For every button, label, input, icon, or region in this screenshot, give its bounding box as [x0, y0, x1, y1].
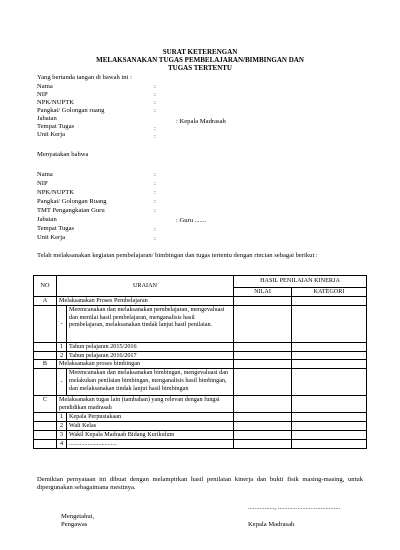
colon: :: [154, 180, 156, 187]
teacher-position-label: Jabatan: [37, 216, 57, 223]
nilai-cell: [234, 440, 292, 449]
nilai-cell: [234, 396, 292, 413]
colon: :: [154, 99, 156, 106]
table-row: [34, 351, 367, 360]
header-uraian: URAIAN: [57, 276, 234, 297]
kategori-cell: [292, 296, 367, 305]
header-no: NO: [34, 276, 57, 297]
section-a-desc-row: [34, 305, 367, 342]
colon: :: [154, 207, 156, 214]
colon: :: [154, 107, 156, 114]
kategori-cell: [292, 342, 367, 351]
empty-cell: [34, 422, 57, 431]
row-text: Wakil Kepala Madraah Bidang Kurikulum: [67, 431, 234, 440]
header-hasil-penilaian: HASIL PENILAIAN KINERJA: [234, 276, 367, 288]
teacher-workplace-label: Tempat Tugas: [37, 225, 75, 232]
kategori-cell: [292, 413, 367, 422]
sign-right-role: Kepala Madrasah: [248, 521, 295, 528]
nilai-cell: [234, 360, 292, 369]
row-text: Tahun pelajaran 2016/2017: [67, 351, 234, 360]
section-a-title: Melaksanakan Proses Pembelajaran: [57, 296, 234, 305]
signer-name-label: Nama: [37, 83, 53, 90]
doc-subtitle-line2: TUGAS TERTENTU: [167, 64, 232, 72]
kategori-cell: [292, 431, 367, 440]
kategori-cell: [292, 396, 367, 413]
section-b-desc: Merencanakan dan melaksanakan bimbingan, mengevaluasi dan melakukan penilaian bimbingan, menganalisis hasil bimbingan, dan melaksanakan tindak lanjut hasil bimbingan: [67, 369, 234, 396]
header-kategori: KATEGORI: [292, 288, 367, 297]
row-text: Kepala Perpustakaan: [67, 413, 234, 422]
empty-cell: [34, 342, 57, 351]
empty-cell: [34, 369, 57, 396]
nilai-cell: [234, 342, 292, 351]
signer-workplace-label: Tempat Tugas: [37, 123, 75, 130]
kategori-cell: [292, 305, 367, 342]
row-text: Tahun pelajaran 2015/2016: [67, 342, 234, 351]
signer-unit-label: Unit Kerja: [37, 131, 66, 138]
doc-subtitle-line1: MELAKSANAKAN TUGAS PEMBELAJARAN/BIMBINGAN DAN: [96, 56, 304, 64]
row-number: 2: [57, 351, 67, 360]
colon: :: [154, 226, 156, 233]
sign-left-role: Pengawas: [61, 521, 88, 528]
bullet: -: [57, 369, 67, 396]
row-text: ...............................: [67, 440, 234, 449]
nilai-cell: [234, 431, 292, 440]
row-number: 2: [57, 422, 67, 431]
section-a-desc: Merencanakan dan melaksanakan pembelajaran, mengevaluasi dan menilai hasil pembelajaran, menganalisis hasil pembelajaran, melaksanakan tindak lanjut hasil penilaian.: [67, 305, 234, 342]
teacher-rank-label: Pangkat/ Golongan Ruang: [37, 198, 107, 205]
section-b-title: Melaksanakan proses bimbingan: [57, 360, 234, 369]
intro-paragraph: Telah melaksanakan kegiatan pembelajaran/ bimbingan dan tugas tertentu dengan rincian sebagai berikut :: [37, 252, 318, 259]
colon: :: [154, 125, 156, 132]
section-a-row: [34, 296, 367, 305]
nilai-cell: [234, 351, 292, 360]
declare-text: Menyatakan bahwa: [37, 151, 89, 158]
empty-cell: [34, 305, 57, 342]
nilai-cell: [234, 296, 292, 305]
teacher-position-value: : Guru .......: [176, 217, 207, 224]
doc-title: SURAT KETERENGAN: [162, 48, 238, 56]
colon: :: [154, 198, 156, 205]
colon: :: [154, 91, 156, 98]
teacher-name-label: Nama: [37, 171, 53, 178]
colon: :: [154, 189, 156, 196]
kategori-cell: [292, 422, 367, 431]
sign-left-label: Mengetahui,: [61, 513, 95, 520]
table-row: [34, 342, 367, 351]
bullet: -: [57, 305, 67, 342]
teacher-npk-label: NPK/NUPTK: [37, 189, 75, 196]
colon: :: [154, 171, 156, 178]
teacher-unit-label: Unit Kerja: [37, 234, 66, 241]
assessment-table: [33, 275, 367, 449]
section-c-row: [34, 396, 367, 413]
section-c-title: Melaksanakan tugas lain (tambahan) yang relevan dengan fungsi pendidikan madrasah: [57, 396, 234, 413]
empty-cell: [34, 413, 57, 422]
teacher-tmt-label: TMT Pengangkatan Guru: [37, 207, 105, 214]
signer-position-value: : Kepala Madrasah: [176, 118, 226, 125]
section-a-code: A: [34, 296, 57, 305]
row-text: Wali Kelas: [67, 422, 234, 431]
row-number: 3: [57, 431, 67, 440]
table-row: [34, 440, 367, 449]
nilai-cell: [234, 413, 292, 422]
empty-cell: [34, 351, 57, 360]
intro-text: Yang bertanda tangan di bawah ini :: [37, 74, 132, 81]
nilai-cell: [234, 305, 292, 342]
colon: :: [154, 83, 156, 90]
place-date: ................, ......................................: [248, 504, 341, 511]
nilai-cell: [234, 369, 292, 396]
nilai-cell: [234, 422, 292, 431]
header-nilai: NILAI: [234, 288, 292, 297]
colon: :: [154, 133, 156, 140]
section-b-row: [34, 360, 367, 369]
row-number: 1: [57, 413, 67, 422]
signer-position-label: Jabatan: [37, 115, 57, 122]
table-row: [34, 413, 367, 422]
colon: :: [154, 235, 156, 242]
teacher-nip-label: NIP: [37, 180, 48, 187]
kategori-cell: [292, 360, 367, 369]
table-row: [34, 422, 367, 431]
signer-npk-label: NPK/NUPTK: [37, 99, 75, 106]
section-b-desc-row: [34, 369, 367, 396]
signer-rank-label: Pangkat/ Golongan ruang: [37, 107, 105, 114]
section-c-code: C: [34, 396, 57, 413]
row-number: 1: [57, 342, 67, 351]
table-row: [34, 431, 367, 440]
closing-paragraph: Demikian pernyataan ini dibuat dengan melampirkan hasil penilaian kinerja dan bukti fisik masing-masing, untuk dipergunakan sebagaimana mestinya.: [37, 476, 363, 492]
empty-cell: [34, 431, 57, 440]
empty-cell: [34, 440, 57, 449]
row-number: 4: [57, 440, 67, 449]
kategori-cell: [292, 440, 367, 449]
table-header-row: [34, 276, 367, 288]
kategori-cell: [292, 369, 367, 396]
section-b-code: B: [34, 360, 57, 369]
signer-nip-label: NIP: [37, 91, 48, 98]
kategori-cell: [292, 351, 367, 360]
